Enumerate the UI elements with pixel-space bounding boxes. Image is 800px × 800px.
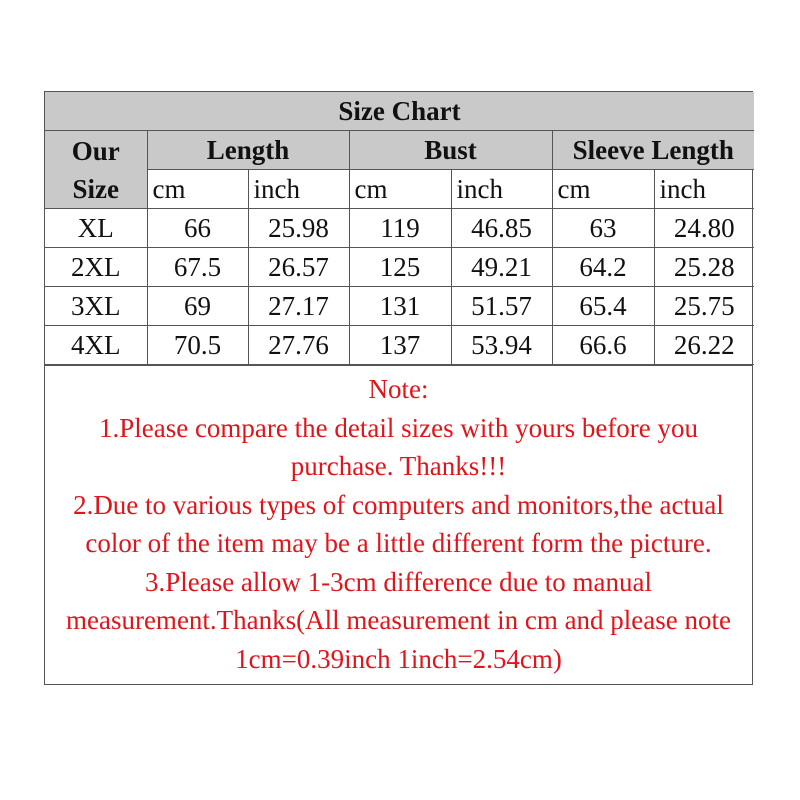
- chart-title: Size Chart: [45, 92, 754, 131]
- table-cell: 49.21: [451, 248, 552, 287]
- unit-header: inch: [248, 170, 349, 209]
- table-cell: 26.57: [248, 248, 349, 287]
- table-cell: 27.17: [248, 287, 349, 326]
- title-row: [45, 92, 754, 131]
- notes-heading: Note:: [368, 374, 429, 404]
- table-cell: 51.57: [451, 287, 552, 326]
- table-cell: 64.2: [552, 248, 654, 287]
- length-header: Length: [147, 131, 349, 170]
- size-label: XL: [45, 209, 147, 248]
- table-cell: 63: [552, 209, 654, 248]
- table-cell: 125: [349, 248, 451, 287]
- table-cell: 66.6: [552, 326, 654, 365]
- note-item-2: 2.Due to various types of computers and monitors,the actual color of the item may be a little different form the picture.: [73, 489, 724, 558]
- table-cell: 67.5: [147, 248, 248, 287]
- table-cell: 53.94: [451, 326, 552, 365]
- our-size-line2: Size: [72, 173, 119, 204]
- table-row: [45, 326, 754, 365]
- table-row: [45, 248, 754, 287]
- unit-header: cm: [349, 170, 451, 209]
- size-label: 2XL: [45, 248, 147, 287]
- sleeve-length-header: Sleeve Length: [552, 131, 754, 170]
- size-chart: [44, 91, 753, 685]
- table-cell: 25.75: [654, 287, 754, 326]
- table-cell: 66: [147, 209, 248, 248]
- unit-header: cm: [147, 170, 248, 209]
- notes-section: [45, 365, 752, 684]
- size-label: 4XL: [45, 326, 147, 365]
- table-cell: 70.5: [147, 326, 248, 365]
- table-cell: 26.22: [654, 326, 754, 365]
- unit-header: inch: [451, 170, 552, 209]
- table-cell: 131: [349, 287, 451, 326]
- unit-header: cm: [552, 170, 654, 209]
- note-item-3: 3.Please allow 1-3cm difference due to manual measurement.Thanks(All measurement in cm and please note 1cm=0.39inch 1inch=2.54cm): [65, 566, 732, 674]
- unit-header-row: [45, 170, 754, 209]
- table-cell: 65.4: [552, 287, 654, 326]
- bust-header: Bust: [349, 131, 552, 170]
- table-cell: 25.98: [248, 209, 349, 248]
- table-cell: 119: [349, 209, 451, 248]
- size-table: [45, 92, 754, 365]
- note-item-1: 1.Please compare the detail sizes with yours before you purchase. Thanks!!!: [98, 412, 699, 481]
- table-cell: 25.28: [654, 248, 754, 287]
- our-size-header: [45, 131, 147, 209]
- group-header-row: [45, 131, 754, 170]
- table-cell: 69: [147, 287, 248, 326]
- table-cell: 27.76: [248, 326, 349, 365]
- table-cell: 46.85: [451, 209, 552, 248]
- table-cell: 24.80: [654, 209, 754, 248]
- unit-header: inch: [654, 170, 754, 209]
- size-label: 3XL: [45, 287, 147, 326]
- our-size-line1: Our: [71, 135, 120, 166]
- table-row: [45, 209, 754, 248]
- table-row: [45, 287, 754, 326]
- table-cell: 137: [349, 326, 451, 365]
